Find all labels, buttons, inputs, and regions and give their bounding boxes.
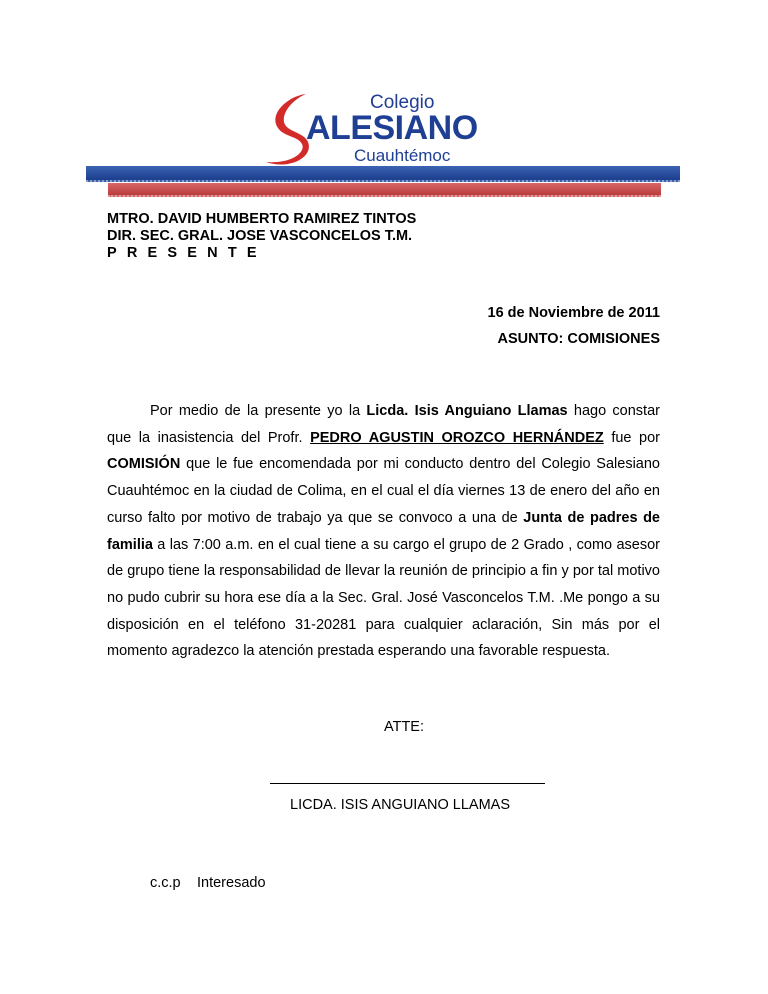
closing-atte: ATTE: [384, 719, 425, 735]
signature-name: LICDA. ISIS ANGUIANO LLAMAS [290, 797, 510, 813]
letter-date: 16 de Noviembre de 2011 [487, 305, 660, 321]
logo-text-colegio: Colegio [370, 92, 435, 113]
header-blue-bar [86, 166, 680, 182]
body-text: Por medio de la presente yo la [150, 403, 367, 419]
logo-text-salesiano: ALESIANO [306, 109, 478, 147]
body-sender-name: Licda. Isis Anguiano Llamas [366, 403, 568, 419]
ccp-value: Interesado [197, 875, 266, 891]
logo-text-cuauhtemoc: Cuauhtémoc [354, 146, 451, 165]
body-junta: Junta de padres de familia [107, 509, 660, 553]
body-teacher-name: PEDRO AGUSTIN OROZCO HERNÁNDEZ [310, 429, 604, 446]
recipient-title: DIR. SEC. GRAL. JOSE VASCONCELOS T.M. [107, 228, 413, 244]
body-comision: COMISIÓN [107, 456, 181, 473]
body-text: que le fue encomendada por mi conducto dentro del Colegio Salesiano Cuauhtémoc en la ciudad de Colima, en el cual el día viernes 13 de enero del año en curso falto por motivo de trabajo ya que se convoco a una de [107, 456, 660, 526]
body-text: a las 7:00 a.m. en el cual tiene a su cargo el grupo de 2 Grado , como asesor de grupo tiene la responsabilidad de llevar la reunión de principio a fin y por tal motivo no pudo cubrir su hora ese día a la Sec. Gral. José Vasconcelos T.M. .Me pongo a su disposición en el teléfono 31-20281 para cualquier aclaración, Sin más por el momento agradezco la atención prestada esperando una favorable respuesta. [107, 536, 660, 660]
body-text: hago constar que la inasistencia del Profr. [107, 403, 660, 446]
signature-line [270, 783, 545, 784]
ccp-label: c.c.p [150, 875, 181, 891]
letter-body [107, 398, 660, 665]
body-text: fue por [603, 429, 661, 446]
letter-subject: ASUNTO: COMISIONES [497, 331, 660, 347]
school-logo [262, 86, 502, 172]
recipient-presente: PRESENTE [107, 245, 267, 261]
header-red-bar [108, 183, 661, 197]
recipient-name: MTRO. DAVID HUMBERTO RAMIREZ TINTOS [107, 211, 417, 227]
